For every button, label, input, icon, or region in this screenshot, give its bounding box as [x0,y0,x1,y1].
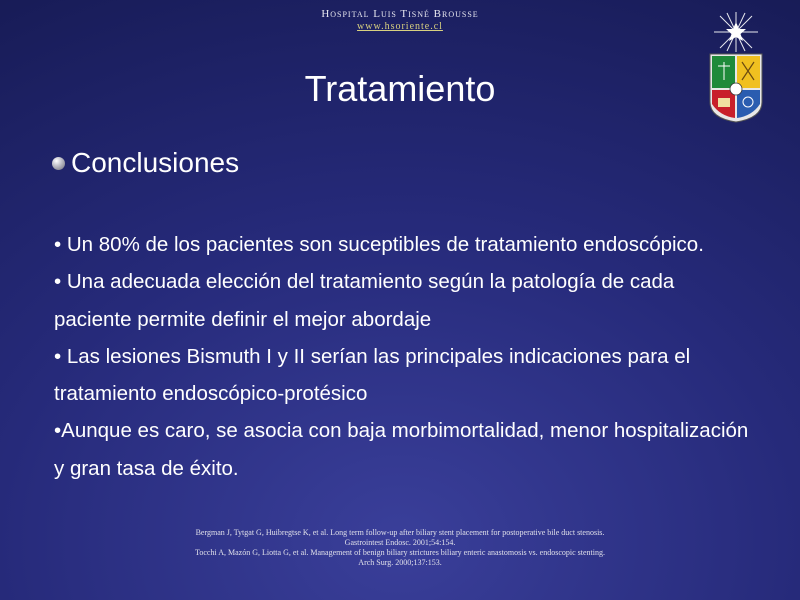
conclusion-point: • Un 80% de los pacientes son suceptibles de tratamiento endoscópico. [54,233,704,256]
star-icon [710,10,762,54]
references [0,528,800,568]
reference-line: Gastrointest Endosc. 2001;54:154. [344,538,456,547]
reference-line: Tocchi A, Mazón G, Liotta G, et al. Management of benign biliary strictures biliary enteric anastomosis vs. endoscopic stenting. [194,548,605,557]
sphere-bullet-icon [52,157,65,170]
conclusion-point: •Aunque es caro, se asocia con baja morbimortalidad, menor hospitalización y gran tasa de éxito. [54,419,749,480]
slide-subtitle: Conclusiones [71,147,240,178]
hospital-url-link[interactable]: www.hsoriente.cl [357,21,443,32]
conclusion-point: • Una adecuada elección del tratamiento según la patología de cada paciente permite definir el mejor abordaje [54,270,675,331]
slide-title: Tratamiento [304,68,496,109]
subtitle-row [52,146,239,180]
conclusion-point: • Las lesiones Bismuth I y II serían las principales indicaciones para el tratamiento endoscópico-protésico [54,344,691,406]
reference-line: Arch Surg. 2000;137:153. [358,558,442,567]
reference-line: Bergman J, Tytgat G, Huibregtse K, et al. Long term follow-up after biliary stent placement for postoperative bile duct stenosis. [195,528,605,537]
conclusions-list [54,226,754,487]
hospital-name: Hospital Luis Tisné Brousse [321,8,479,20]
